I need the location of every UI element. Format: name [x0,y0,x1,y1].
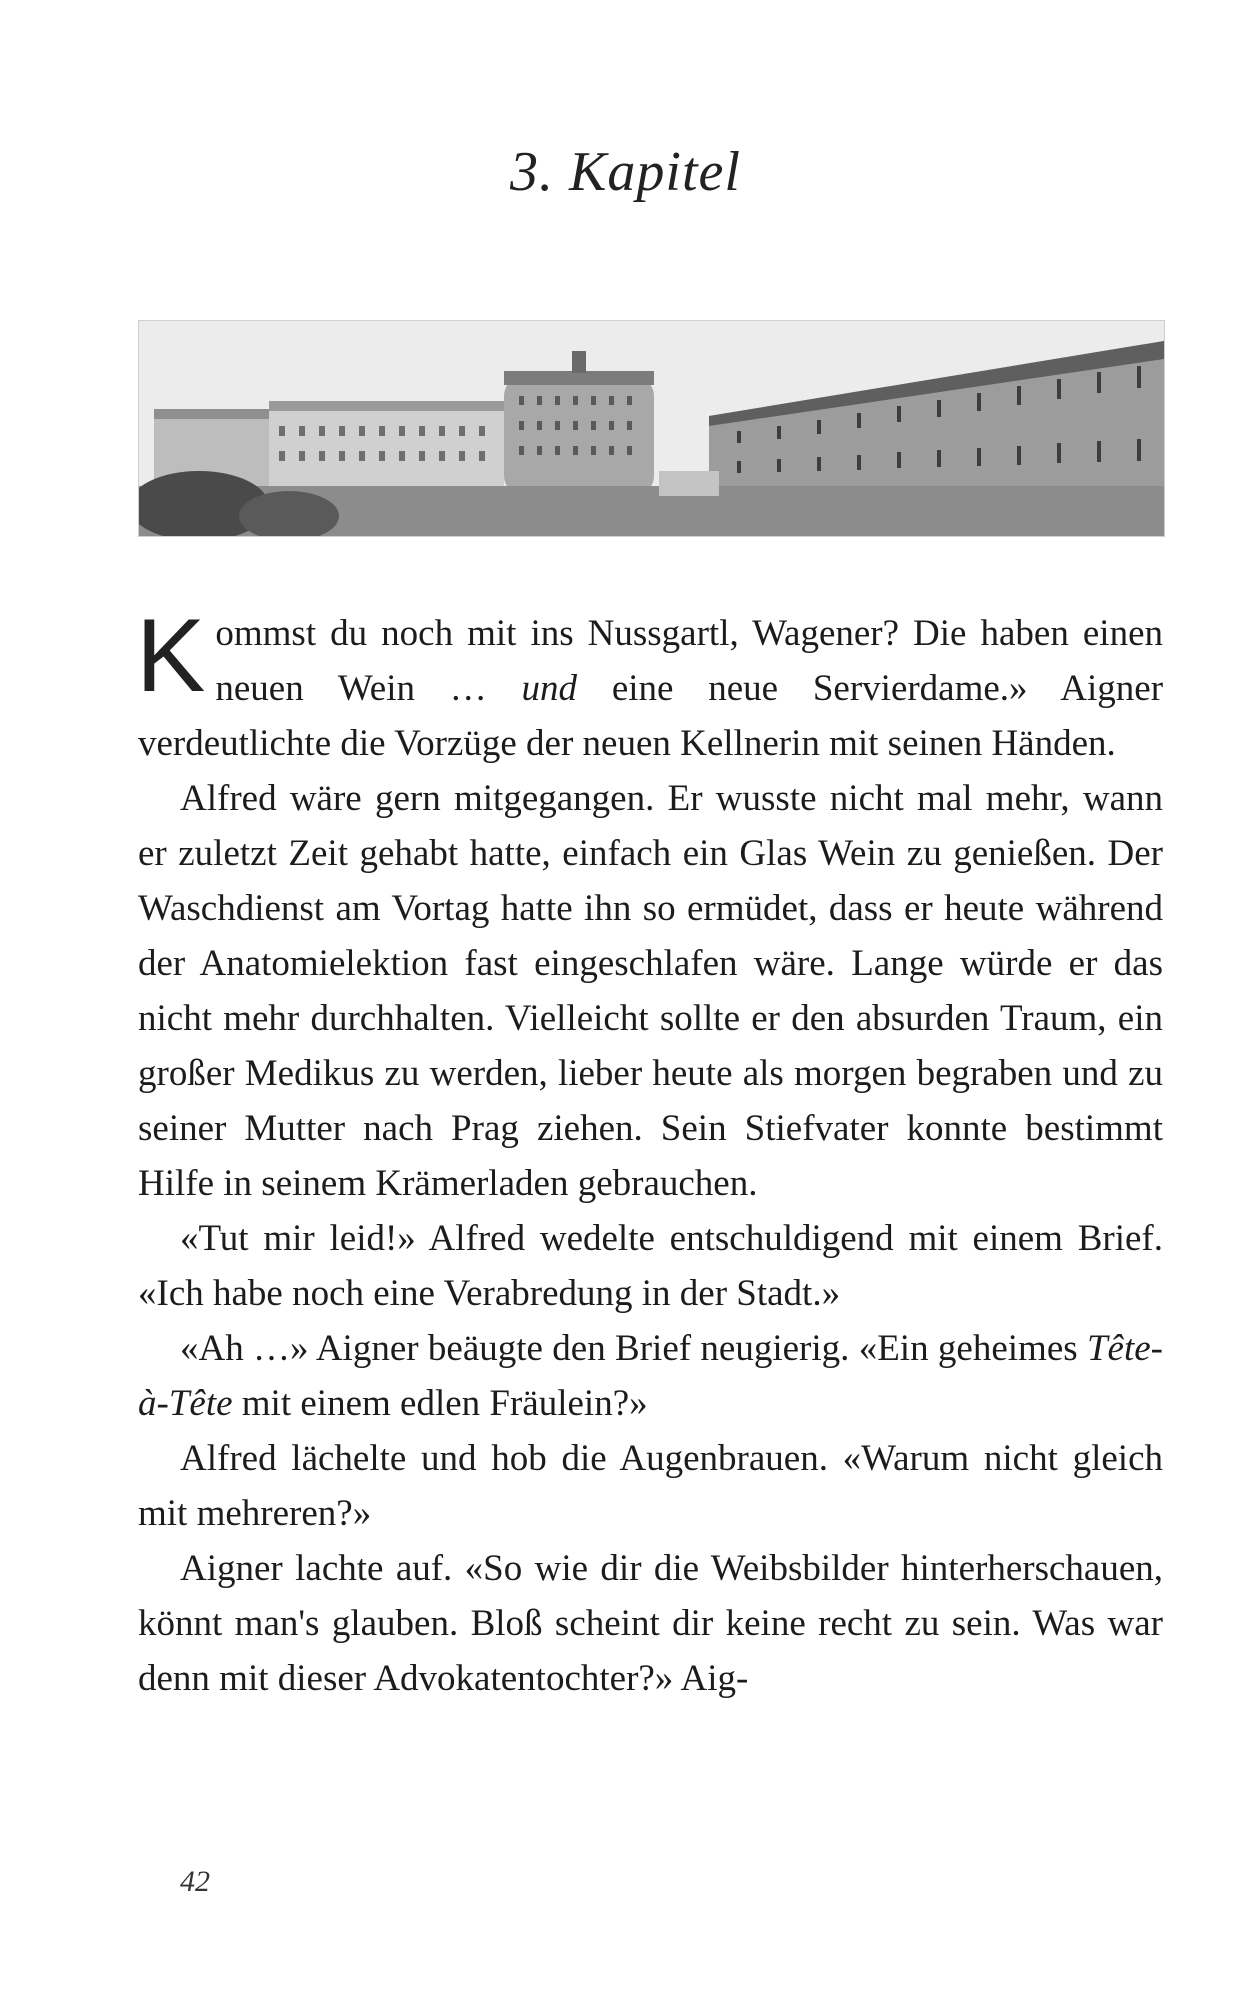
paragraph: «Ah …» Aigner beäugte den Brief neugierig. «Ein geheimes Tête-à-Tête mit einem edlen Fräulein?» [138,1328,1164,1424]
page-number: 42 [180,1865,210,1898]
paragraph: «Tut mir leid!» Alfred wedelte entschuldigend mit einem Brief. «Ich habe noch eine Verabredung in der Stadt.» [138,1218,1163,1314]
paragraph: Aigner lachte auf. «So wie dir die Weibsbilder hinterherschauen, könnt man's glauben. Bloß scheint dir keine recht zu sein. Was war denn mit dieser Advokatentochter?» Aig- [138,1548,1163,1699]
paragraph: Alfred wäre gern mitgegangen. Er wusste nicht mal mehr, wann er zuletzt Zeit gehabt hatte, einfach ein Glas Wein zu genießen. Der Waschdienst am Vortag hatte ihn so ermüdet, dass er heute während der Anatomielektion fast eingeschlafen wäre. Lange würde er das nicht mehr durchhalten. Vielleicht sollte er den absurden Traum, ein großer Medikus zu werden, lieber heute als morgen begraben und zu seiner Mutter nach Prag ziehen. Sein Stiefvater konnte bestimmt Hilfe in seinem Krämerladen gebrauchen. [138,778,1163,1204]
barracks-engraving-image [139,321,1164,536]
paragraph: Alfred lächelte und hob die Augenbrauen. «Warum nicht gleich mit mehreren?» [138,1438,1163,1534]
drop-cap: K [136,598,206,714]
chapter-title: 3. Kapitel [510,141,741,203]
paragraph: Kommst du noch mit ins Nussgartl, Wagener? Die haben einen neuen Wein … und eine neue Servierdame.» Aigner verdeutlichte die Vorzüge der neuen Kellnerin mit seinen Händen. [136,598,1164,764]
body-text [136,598,1164,1706]
chapter-illustration [138,320,1165,537]
